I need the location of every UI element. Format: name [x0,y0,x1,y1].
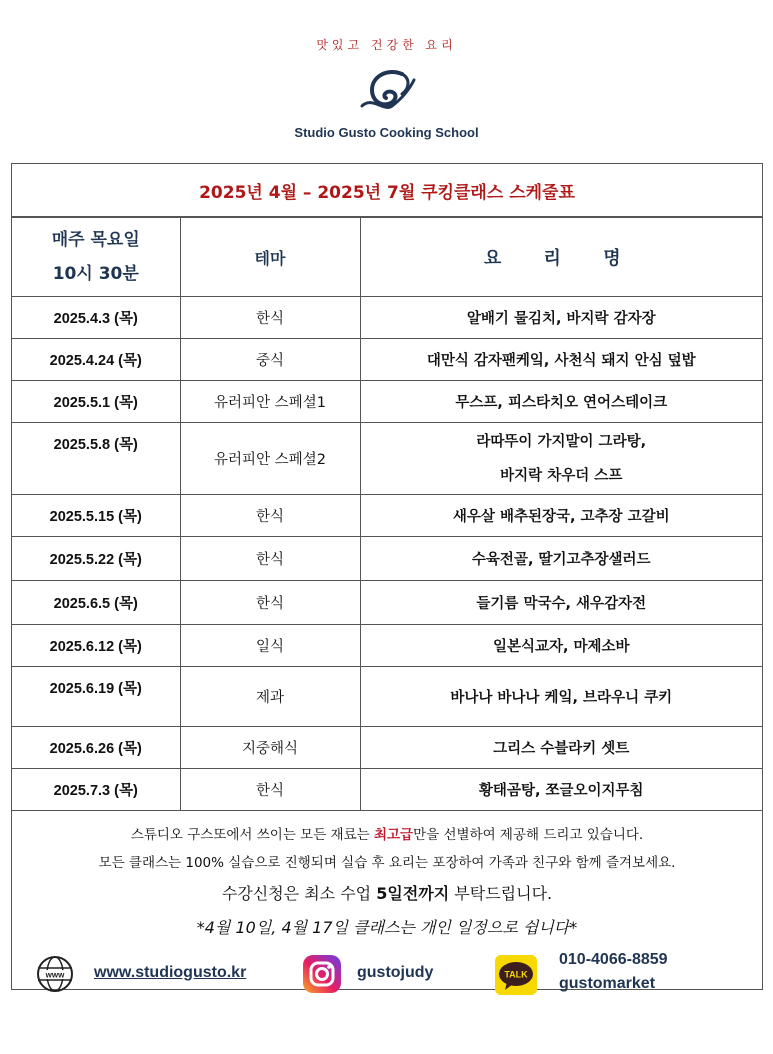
class-dish: 바나나 바나나 케잌, 브라우니 쿠키 [360,667,762,727]
class-date: 2025.6.12 (목) [12,625,180,667]
globe-icon [36,955,74,993]
table-row [12,625,762,667]
school-name: Studio Gusto Cooking School [294,125,479,140]
class-date: 2025.5.1 (목) [12,381,180,423]
gusto-logo-icon [358,66,416,118]
class-dish: 대만식 감자팬케잌, 사천식 돼지 안심 덮밥 [360,339,762,381]
instagram-icon [303,955,341,993]
class-theme: 한식 [180,769,360,811]
class-theme: 한식 [180,297,360,339]
class-date: 2025.7.3 (목) [12,769,180,811]
class-dish: 들기름 막국수, 새우감자전 [360,581,762,625]
class-dish: 수육전골, 딸기고추장샐러드 [360,537,762,581]
table-row [12,769,762,811]
schedule-title: 2025년 4월 – 2025년 7월 쿠킹클래스 스케줄표 [12,164,762,217]
class-dish: 일본식교자, 마제소바 [360,625,762,667]
class-dish: 알배기 물김치, 바지락 감자장 [360,297,762,339]
kakaotalk-icon [495,955,537,995]
registration-note: 수강신청은 최소 수업 5일전까지 부탁드립니다. [221,884,553,903]
dish-column-header: 요 리 명 [360,218,762,297]
class-theme: 한식 [180,581,360,625]
table-row [12,581,762,625]
table-row [12,423,762,495]
class-date: 2025.4.3 (목) [12,297,180,339]
table-row [12,727,762,769]
class-dish: 그리스 수블라키 셋트 [360,727,762,769]
tagline: 맛있고 건강한 요리 [316,38,457,52]
class-theme: 유러피안 스페셜1 [180,381,360,423]
contact-bar [12,945,762,995]
class-date: 2025.5.8 (목) [12,423,180,495]
class-dish: 라따뚜이 가지말이 그라탕, 바지락 차우더 스프 [360,423,762,495]
ingredient-note: 스튜디오 구스또에서 쓰이는 모든 재료는 최고급만을 선별하여 제공해 드리고 있습니다. [130,827,644,843]
class-date: 2025.6.26 (목) [12,727,180,769]
table-row [12,297,762,339]
table-row [12,495,762,537]
class-theme: 중식 [180,339,360,381]
table-row [12,667,762,727]
class-date: 2025.5.22 (목) [12,537,180,581]
notes-footer [12,811,762,999]
class-theme: 한식 [180,495,360,537]
class-theme: 제과 [180,667,360,727]
class-date: 2025.6.19 (목) [12,667,180,727]
phone-number[interactable]: 010-4066-8859 [559,951,668,968]
table-row [12,381,762,423]
kakao-id[interactable]: gustomarket [559,975,656,992]
class-theme: 일식 [180,625,360,667]
class-theme: 지중해식 [180,727,360,769]
svg-text:www: www [45,970,65,980]
class-date: 2025.4.24 (목) [12,339,180,381]
schedule-table [12,217,762,811]
class-date: 2025.6.5 (목) [12,581,180,625]
class-dish: 무스프, 피스타치오 연어스테이크 [360,381,762,423]
theme-column-header: 테마 [180,218,360,297]
table-row [12,537,762,581]
holiday-note: *4월 10일, 4월 17일 클래스는 개인 일정으로 쉽니다* [196,918,578,937]
website-link[interactable]: www.studiogusto.kr [94,964,247,981]
instagram-handle[interactable]: gustojudy [357,964,434,981]
class-dish: 황태곰탕, 쪼글오이지무침 [360,769,762,811]
svg-text:TALK: TALK [504,969,528,980]
class-theme: 유러피안 스페셜2 [180,423,360,495]
date-column-header: 매주 목요일 10시 30분 [12,218,180,297]
class-date: 2025.5.15 (목) [12,495,180,537]
table-header-row [12,218,762,297]
highlight-text: 최고급 [373,827,414,843]
table-row [12,339,762,381]
schedule-sheet [11,163,763,990]
class-dish: 새우살 배추된장국, 고추장 고갈비 [360,495,762,537]
practice-note: 모든 클래스는 100% 실습으로 진행되며 실습 후 요리는 포장하여 가족과 친구와 함께 즐겨보세요. [98,855,676,871]
class-theme: 한식 [180,537,360,581]
